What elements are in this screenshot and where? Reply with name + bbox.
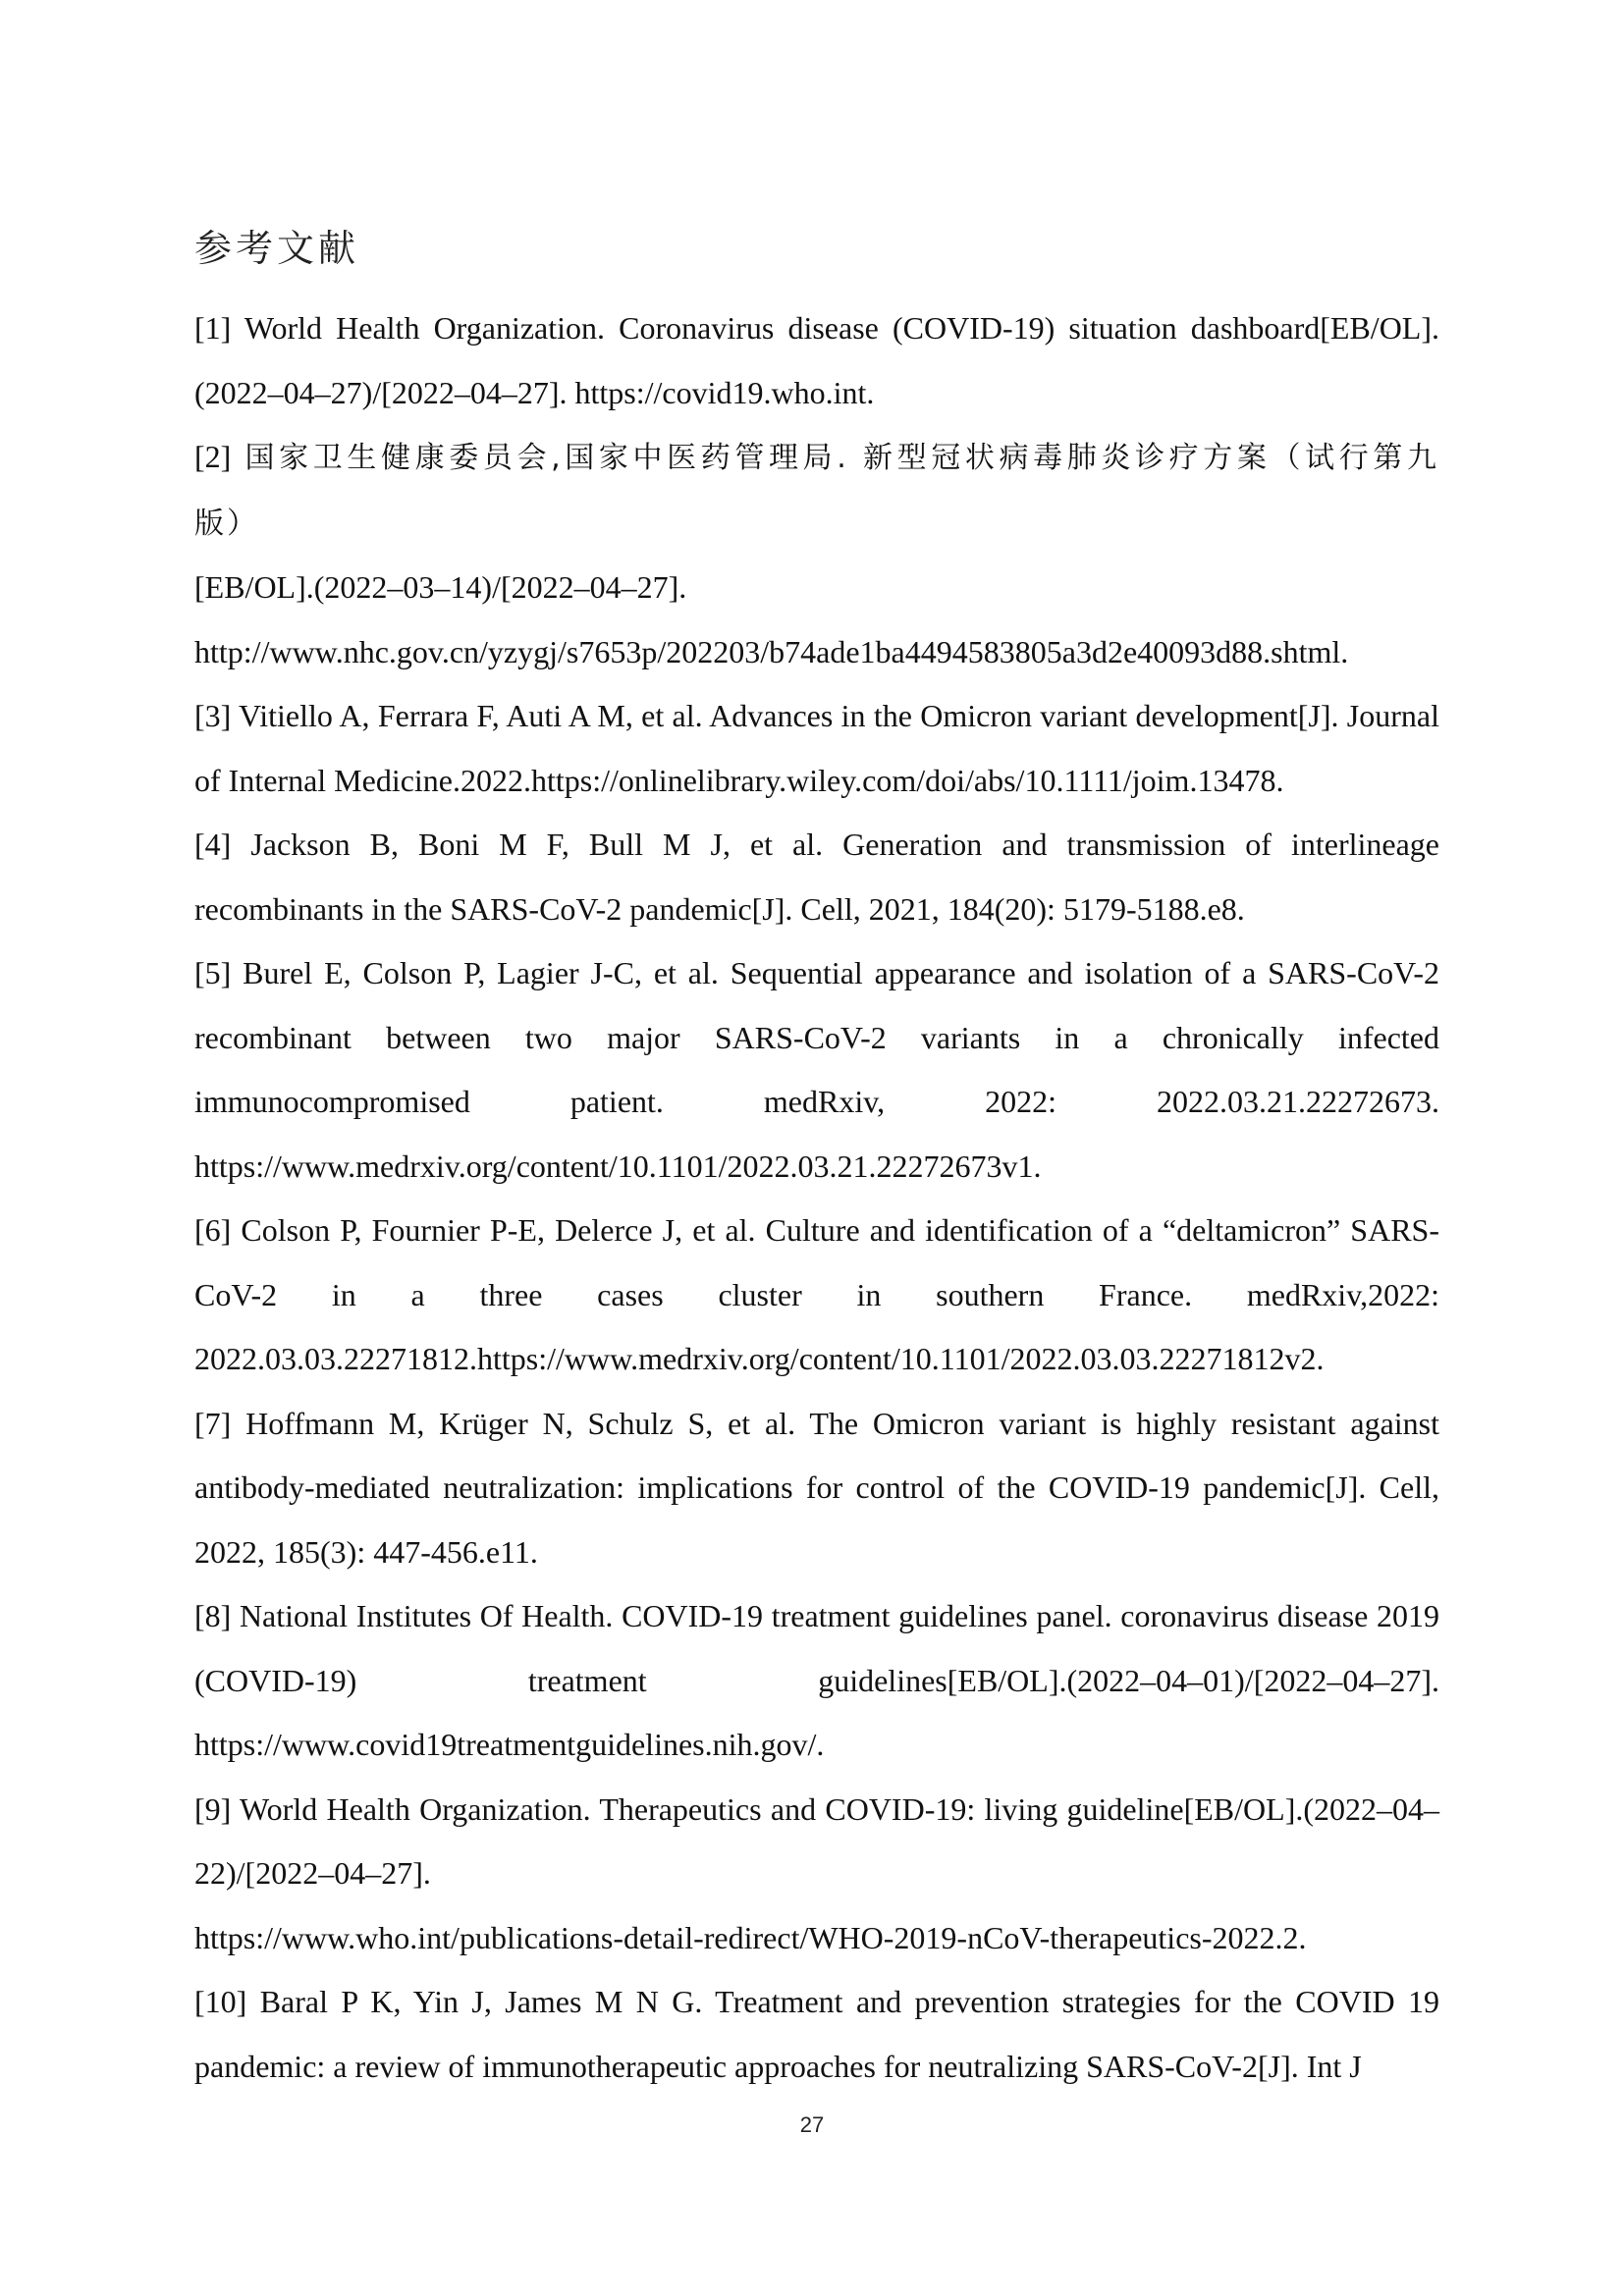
reference-text: World Health Organization. Coronavirus disease (COVID-19) situation dashboard[EB/OL].(2022–04–27)/[2022–04–27]. https://covid19.who.int. — [194, 310, 1439, 410]
reference-url: https://www.who.int/publications-detail-redirect/WHO-2019-nCoV-therapeutics-2022.2. — [194, 1919, 1307, 1955]
references-heading: 参考文献 — [194, 227, 360, 270]
reference-title-cjk: 国家卫生健康委员会,国家中医药管理局. 新型冠状病毒肺炎诊疗方案（试行第九版） — [194, 441, 1439, 541]
reference-1 — [194, 296, 1439, 425]
reference-10 — [194, 1970, 1439, 2099]
reference-8 — [194, 1584, 1439, 1778]
reference-url: http://www.nhc.gov.cn/yzygj/s7653p/202203/b74ade1ba4494583805a3d2e40093d88.shtml. — [194, 633, 1349, 669]
reference-text: National Institutes Of Health. COVID-19 treatment guidelines panel. coronavirus disease 2019 (COVID-19) treatment guidelines[EB/OL].(2022–04–01)/[2022–04–27]. https://www.covid19treatmentguidelines.nih.gov/. — [194, 1598, 1439, 1762]
reference-text: Hoffmann M, Krüger N, Schulz S, et al. The Omicron variant is highly resistant against antibody-mediated neutralization: implications for control of the COVID-19 pandemic[J]. Cell, 2022, 185(3): 447-456.e11. — [194, 1405, 1439, 1570]
reference-9 — [194, 1778, 1439, 1971]
reference-number: [5] — [194, 955, 232, 990]
reference-list — [194, 296, 1439, 2099]
reference-number: [2] — [194, 439, 232, 474]
reference-4 — [194, 813, 1439, 941]
reference-7 — [194, 1392, 1439, 1585]
reference-text: World Health Organization. Therapeutics and COVID-19: living guideline[EB/OL].(2022–04–22)/[2022–04–27]. — [194, 1790, 1439, 1891]
reference-number: [7] — [194, 1405, 232, 1441]
reference-5 — [194, 941, 1439, 1199]
reference-text: Burel E, Colson P, Lagier J-C, et al. Sequential appearance and isolation of a SARS-CoV-2 recombinant between two major SARS-CoV-2 variants in a chronically infected immunocompromised patient. medRxiv, 2022: 2022.03.21.22272673. https://www.medrxiv.org/content/10.1101/2022.03.21.22272673v1. — [194, 955, 1439, 1184]
reference-3 — [194, 684, 1439, 813]
reference-text: Baral P K, Yin J, James M N G. Treatment and prevention strategies for the COVID 19 pandemic: a review of immunotherapeutic approaches for neutralizing SARS-CoV-2[J]. Int J — [194, 1984, 1439, 2084]
reference-2 — [194, 425, 1439, 684]
reference-number: [1] — [194, 310, 232, 346]
reference-number: [4] — [194, 827, 232, 862]
page-number: 27 — [799, 2112, 825, 2137]
reference-number: [6] — [194, 1212, 232, 1248]
reference-number: [9] — [194, 1790, 232, 1827]
reference-6 — [194, 1199, 1439, 1392]
reference-number: [3] — [194, 698, 232, 733]
reference-number: [8] — [194, 1598, 232, 1633]
reference-text: Vitiello A, Ferrara F, Auti A M, et al. Advances in the Omicron variant development[J]. Journal of Internal Medicine.2022.https://onlinelibrary.wiley.com/doi/abs/10.1111/joim.13478. — [194, 698, 1439, 798]
reference-number: [10] — [194, 1984, 247, 2019]
reference-text: Jackson B, Boni M F, Bull M J, et al. Generation and transmission of interlineage recombinants in the SARS-CoV-2 pandemic[J]. Cell, 2021, 184(20): 5179-5188.e8. — [194, 827, 1439, 927]
reference-text: Colson P, Fournier P-E, Delerce J, et al. Culture and identification of a “deltamicron” SARS-CoV-2 in a three cases cluster in southern France. medRxiv,2022: 2022.03.03.22271812.https://www.medrxiv.org/content/10.1101/2022.03.03.22271812v2. — [194, 1212, 1439, 1376]
reference-text: [EB/OL].(2022–03–14)/[2022–04–27]. — [194, 569, 687, 605]
